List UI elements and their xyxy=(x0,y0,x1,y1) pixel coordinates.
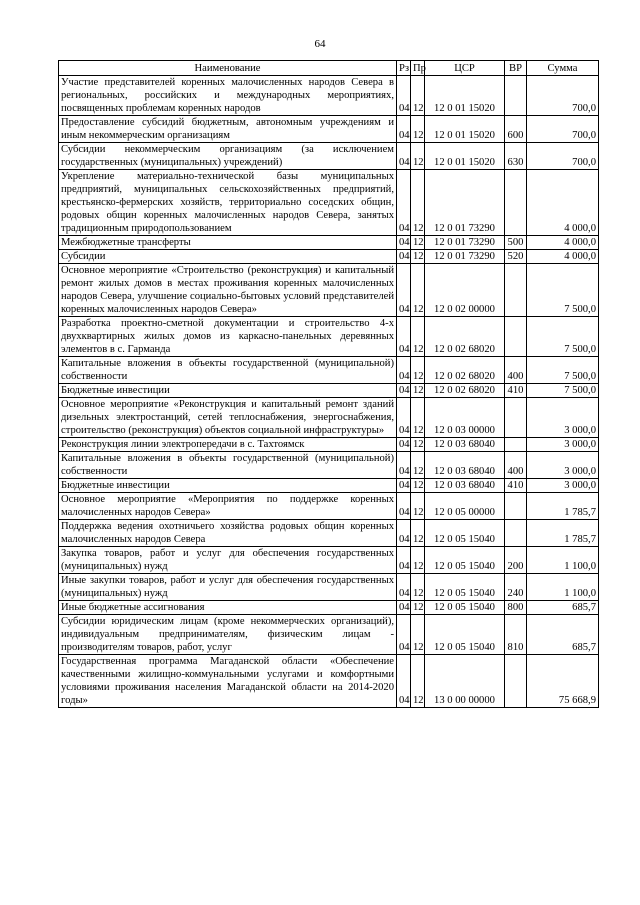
cell-rz: 04 xyxy=(397,615,411,655)
cell-sum: 7 500,0 xyxy=(527,317,599,357)
cell-sum: 4 000,0 xyxy=(527,250,599,264)
cell-vr xyxy=(505,76,527,116)
table-row xyxy=(59,76,599,116)
cell-rz: 04 xyxy=(397,264,411,317)
cell-csr: 12 0 01 15020 xyxy=(425,76,505,116)
cell-sum: 7 500,0 xyxy=(527,384,599,398)
cell-pr: 12 xyxy=(411,547,425,574)
table-row xyxy=(59,452,599,479)
table-body xyxy=(59,76,599,708)
cell-pr: 12 xyxy=(411,520,425,547)
table-row xyxy=(59,574,599,601)
cell-vr: 240 xyxy=(505,574,527,601)
table-row xyxy=(59,655,599,708)
table-row xyxy=(59,116,599,143)
cell-pr: 12 xyxy=(411,317,425,357)
cell-rz: 04 xyxy=(397,116,411,143)
cell-sum: 3 000,0 xyxy=(527,452,599,479)
cell-rz: 04 xyxy=(397,493,411,520)
page-number: 64 xyxy=(314,38,326,50)
cell-sum: 4 000,0 xyxy=(527,236,599,250)
table-row xyxy=(59,264,599,317)
cell-sum: 1 100,0 xyxy=(527,547,599,574)
cell-csr: 12 0 01 73290 xyxy=(425,250,505,264)
cell-sum: 1 785,7 xyxy=(527,493,599,520)
cell-rz: 04 xyxy=(397,317,411,357)
cell-rz: 04 xyxy=(397,250,411,264)
cell-vr: 400 xyxy=(505,452,527,479)
table-row xyxy=(59,384,599,398)
cell-pr: 12 xyxy=(411,479,425,493)
cell-rz: 04 xyxy=(397,547,411,574)
cell-vr xyxy=(505,493,527,520)
cell-csr: 12 0 05 15040 xyxy=(425,520,505,547)
cell-csr: 12 0 01 15020 xyxy=(425,116,505,143)
cell-rz: 04 xyxy=(397,236,411,250)
cell-sum: 4 000,0 xyxy=(527,170,599,236)
table-row xyxy=(59,317,599,357)
cell-pr: 12 xyxy=(411,615,425,655)
cell-rz: 04 xyxy=(397,170,411,236)
table-row xyxy=(59,520,599,547)
cell-csr: 12 0 03 68040 xyxy=(425,479,505,493)
cell-rz: 04 xyxy=(397,520,411,547)
table-row xyxy=(59,601,599,615)
table-row xyxy=(59,357,599,384)
table-row xyxy=(59,143,599,170)
cell-rz: 04 xyxy=(397,143,411,170)
cell-rz: 04 xyxy=(397,655,411,708)
cell-pr: 12 xyxy=(411,264,425,317)
cell-pr: 12 xyxy=(411,250,425,264)
table-row xyxy=(59,493,599,520)
cell-vr xyxy=(505,655,527,708)
cell-rz: 04 xyxy=(397,384,411,398)
cell-rz: 04 xyxy=(397,76,411,116)
table-header-row xyxy=(59,61,599,76)
cell-name: Поддержка ведения охотничьего хозяйства родовых общин коренных малочисленных народов Севера xyxy=(59,520,397,547)
cell-name: Иные закупки товаров, работ и услуг для обеспечения государственных (муниципальных) нужд xyxy=(59,574,397,601)
header-pr: Пр xyxy=(411,61,425,76)
cell-name: Субсидии некоммерческим организациям (за исключением государственных (муниципальных) учреждений) xyxy=(59,143,397,170)
cell-pr: 12 xyxy=(411,170,425,236)
cell-name: Основное мероприятие «Мероприятия по поддержке коренных малочисленных народов Севера» xyxy=(59,493,397,520)
cell-sum: 685,7 xyxy=(527,615,599,655)
cell-sum: 7 500,0 xyxy=(527,357,599,384)
cell-vr: 200 xyxy=(505,547,527,574)
cell-vr: 630 xyxy=(505,143,527,170)
header-name: Наименование xyxy=(59,61,397,76)
cell-csr: 12 0 01 15020 xyxy=(425,143,505,170)
table-row xyxy=(59,547,599,574)
cell-pr: 12 xyxy=(411,384,425,398)
cell-pr: 12 xyxy=(411,452,425,479)
cell-name: Реконструкция линии электропередачи в с. Тахтоямск xyxy=(59,438,397,452)
cell-csr: 12 0 02 00000 xyxy=(425,264,505,317)
cell-name: Капитальные вложения в объекты государственной (муниципальной) собственности xyxy=(59,452,397,479)
cell-pr: 12 xyxy=(411,601,425,615)
cell-sum: 7 500,0 xyxy=(527,264,599,317)
header-csr: ЦСР xyxy=(425,61,505,76)
cell-name: Основное мероприятие «Строительство (реконструкция) и капитальный ремонт жилых домов в местах проживания коренных малочисленных народов Севера, улучшение социально-бытовых условий представителей коренных малочисленных народов Севера» xyxy=(59,264,397,317)
cell-csr: 12 0 02 68020 xyxy=(425,357,505,384)
header-sum: Сумма xyxy=(527,61,599,76)
cell-sum: 1 785,7 xyxy=(527,520,599,547)
cell-vr xyxy=(505,520,527,547)
cell-pr: 12 xyxy=(411,236,425,250)
cell-name: Основное мероприятие «Реконструкция и капитальный ремонт зданий дизельных электростанций, сетей теплоснабжения, энергоснабжения, строительство (реконструкция) объектов социальной инфраструктуры» xyxy=(59,398,397,438)
cell-csr: 12 0 01 73290 xyxy=(425,236,505,250)
cell-sum: 3 000,0 xyxy=(527,398,599,438)
cell-pr: 12 xyxy=(411,116,425,143)
cell-csr: 12 0 02 68020 xyxy=(425,384,505,398)
cell-csr: 12 0 05 15040 xyxy=(425,574,505,601)
cell-csr: 12 0 05 15040 xyxy=(425,615,505,655)
cell-sum: 3 000,0 xyxy=(527,479,599,493)
cell-pr: 12 xyxy=(411,76,425,116)
cell-rz: 04 xyxy=(397,574,411,601)
table-row xyxy=(59,615,599,655)
cell-vr xyxy=(505,264,527,317)
cell-name: Субсидии xyxy=(59,250,397,264)
cell-name: Укрепление материально-технической базы муниципальных предприятий, муниципальных сельскохозяйственных предприятий, крестьянско-фермерских хозяйств, территориально соседских общин, родовых общин коренных малочисленных народов Севера, занятых традиционным природопользованием xyxy=(59,170,397,236)
cell-vr: 410 xyxy=(505,384,527,398)
cell-sum: 75 668,9 xyxy=(527,655,599,708)
cell-rz: 04 xyxy=(397,357,411,384)
cell-sum: 3 000,0 xyxy=(527,438,599,452)
table-row xyxy=(59,170,599,236)
cell-csr: 12 0 05 15040 xyxy=(425,547,505,574)
cell-vr: 400 xyxy=(505,357,527,384)
cell-pr: 12 xyxy=(411,655,425,708)
cell-name: Бюджетные инвестиции xyxy=(59,384,397,398)
cell-vr: 600 xyxy=(505,116,527,143)
cell-name: Предоставление субсидий бюджетным, автономным учреждениям и иным некоммерческим организациям xyxy=(59,116,397,143)
cell-vr: 520 xyxy=(505,250,527,264)
table-row xyxy=(59,479,599,493)
cell-vr xyxy=(505,398,527,438)
cell-pr: 12 xyxy=(411,398,425,438)
cell-name: Иные бюджетные ассигнования xyxy=(59,601,397,615)
cell-csr: 12 0 03 68040 xyxy=(425,438,505,452)
cell-pr: 12 xyxy=(411,574,425,601)
cell-name: Межбюджетные трансферты xyxy=(59,236,397,250)
cell-name: Капитальные вложения в объекты государственной (муниципальной) собственности xyxy=(59,357,397,384)
cell-name: Субсидии юридическим лицам (кроме некоммерческих организаций), индивидуальным предпринимателям, физическим лицам - производителям товаров, работ, услуг xyxy=(59,615,397,655)
table-row xyxy=(59,250,599,264)
cell-rz: 04 xyxy=(397,601,411,615)
cell-sum: 685,7 xyxy=(527,601,599,615)
cell-name: Государственная программа Магаданской области «Обеспечение качественными жилищно-коммунальными услугами и комфортными условиями проживания населения Магаданской области на 2014-2020 годы» xyxy=(59,655,397,708)
cell-pr: 12 xyxy=(411,493,425,520)
cell-csr: 12 0 03 00000 xyxy=(425,398,505,438)
cell-vr xyxy=(505,170,527,236)
cell-sum: 700,0 xyxy=(527,116,599,143)
cell-csr: 12 0 02 68020 xyxy=(425,317,505,357)
table-row xyxy=(59,438,599,452)
cell-rz: 04 xyxy=(397,398,411,438)
cell-pr: 12 xyxy=(411,357,425,384)
cell-csr: 12 0 01 73290 xyxy=(425,170,505,236)
cell-name: Бюджетные инвестиции xyxy=(59,479,397,493)
cell-vr xyxy=(505,438,527,452)
cell-rz: 04 xyxy=(397,452,411,479)
cell-csr: 12 0 05 00000 xyxy=(425,493,505,520)
cell-rz: 04 xyxy=(397,479,411,493)
header-rz: Рз xyxy=(397,61,411,76)
cell-csr: 13 0 00 00000 xyxy=(425,655,505,708)
table-row xyxy=(59,236,599,250)
cell-name: Участие представителей коренных малочисленных народов Севера в региональных, российских и международных мероприятиях, посвященных проблемам коренных народов xyxy=(59,76,397,116)
cell-sum: 700,0 xyxy=(527,76,599,116)
cell-vr: 810 xyxy=(505,615,527,655)
cell-pr: 12 xyxy=(411,143,425,170)
cell-csr: 12 0 03 68040 xyxy=(425,452,505,479)
budget-table xyxy=(58,60,599,708)
cell-vr xyxy=(505,317,527,357)
cell-vr: 800 xyxy=(505,601,527,615)
cell-vr: 500 xyxy=(505,236,527,250)
cell-pr: 12 xyxy=(411,438,425,452)
table-row xyxy=(59,398,599,438)
header-vr: ВР xyxy=(505,61,527,76)
cell-csr: 12 0 05 15040 xyxy=(425,601,505,615)
cell-sum: 700,0 xyxy=(527,143,599,170)
cell-name: Разработка проектно-сметной документации и строительство 4-х двухквартирных жилых домов из каркасно-панельных деревянных элементов в с. Гарманда xyxy=(59,317,397,357)
cell-vr: 410 xyxy=(505,479,527,493)
cell-sum: 1 100,0 xyxy=(527,574,599,601)
cell-name: Закупка товаров, работ и услуг для обеспечения государственных (муниципальных) нужд xyxy=(59,547,397,574)
cell-rz: 04 xyxy=(397,438,411,452)
